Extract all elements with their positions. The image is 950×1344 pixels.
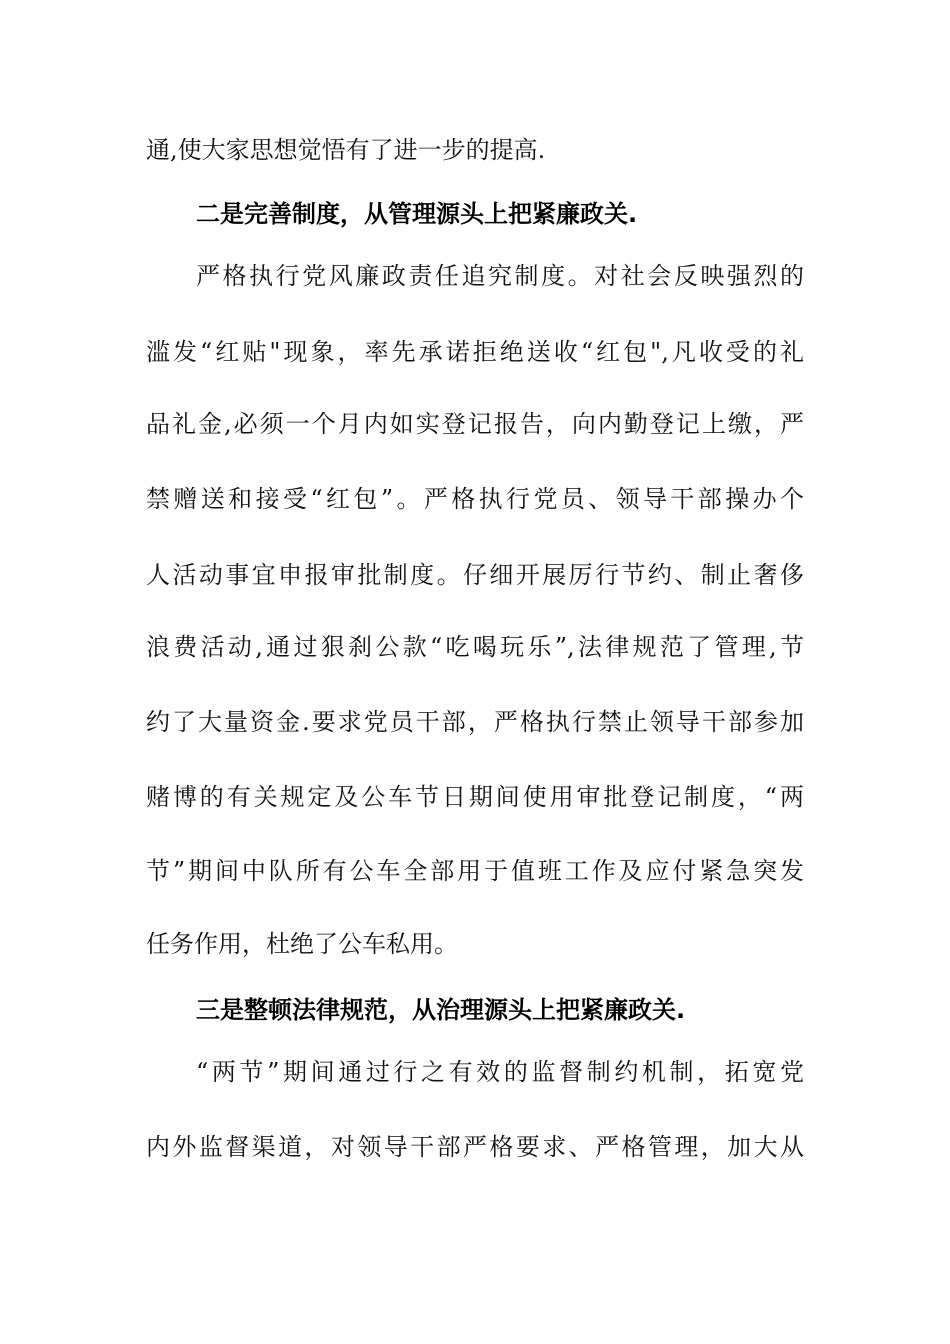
paragraph-line: 品礼金,必须一个月内如实登记报告，向内勤登记上缴，严: [146, 410, 804, 438]
paragraph-line: 禁赠送和接受“红包”。严格执行党员、领导干部操办个: [146, 485, 804, 513]
paragraph-line: 滥发“红贴"现象，率先承诺拒绝送收“红包",凡收受的礼: [146, 338, 804, 366]
paragraph-line: 任务作用，杜绝了公车私用。: [146, 930, 458, 958]
section-heading-3: 三是整顿法律规范，从治理源头上把紧廉政关.: [196, 996, 686, 1024]
paragraph-line: 赌博的有关规定及公车节日期间使用审批登记制度，“两: [146, 783, 804, 811]
paragraph-line: 节”期间中队所有公车全部用于值班工作及应付紧急突发: [146, 857, 804, 885]
paragraph-line-continuation: 通,使大家思想觉悟有了进一步的提高.: [146, 136, 546, 164]
paragraph-line: 约了大量资金.要求党员干部，严格执行禁止领导干部参加: [146, 708, 804, 736]
paragraph-line: 浪费活动,通过狠刹公款“吃喝玩乐”,法律规范了管理,节: [146, 633, 804, 661]
paragraph-line: “两节”期间通过行之有效的监督制约机制，拓宽党: [196, 1058, 804, 1086]
paragraph-line: 内外监督渠道，对领导干部严格要求、严格管理，加大从: [146, 1133, 804, 1161]
paragraph-line: 人活动事宜申报审批制度。仔细开展厉行节约、制止奢侈: [146, 561, 804, 589]
section-heading-2: 二是完善制度，从管理源头上把紧廉政关.: [196, 200, 638, 228]
paragraph-line: 严格执行党风廉政责任追究制度。对社会反映强烈的: [196, 262, 804, 290]
